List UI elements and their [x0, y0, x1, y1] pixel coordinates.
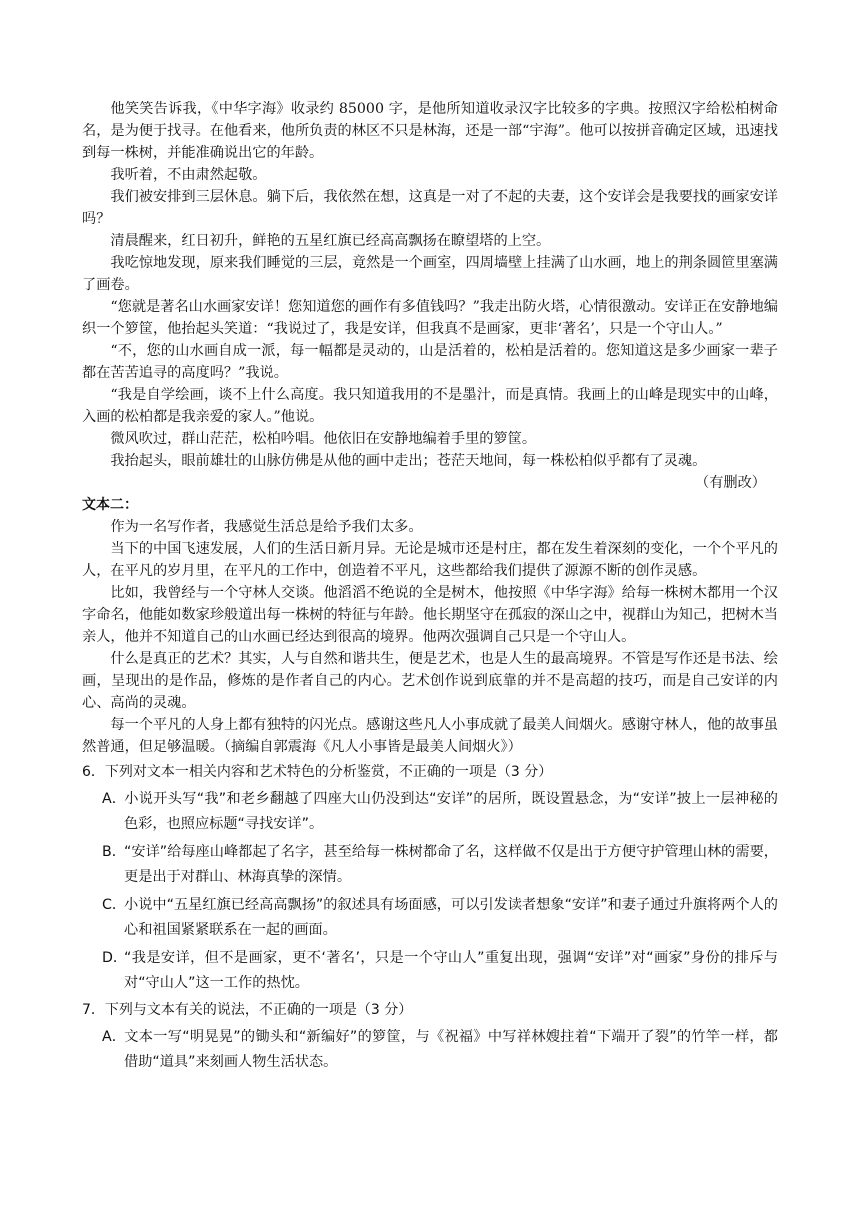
question-7-option-a[interactable] — [82, 1025, 778, 1075]
option-text: 小说开头写“我”和老乡翻越了四座大山仍没到达“安详”的居所，既设置悬念，为“安详”披上一层神秘的色彩，也照应标题“寻找安详”。 — [124, 791, 778, 832]
text-one-paragraph: 他笑笑告诉我，《中华字海》收录约 85000 字，是他所知道收录汉字比较多的字典。按照汉字给松柏树命名，是为便于找寻。在他看来，他所负责的林区不只是林海，还是一部“宇海”。他可以按拼音确定区域，迅速找到每一株树，并能准确说出它的年龄。 — [82, 101, 778, 161]
text-one-paragraph: 清晨醒来，红日初升，鲜艳的五星红旗已经高高飘扬在瞭望塔的上空。 — [110, 233, 551, 249]
question-7-stem: 7．下列与文本有关的说法，不正确的一项是（3 分） — [82, 1002, 413, 1018]
text-one-paragraph: “我是自学绘画，谈不上什么高度。我只知道我用的不是墨汁，而是真情。我画上的山峰是现实中的山峰，入画的松柏都是我亲爱的家人。”他说。 — [82, 387, 778, 425]
text-one-paragraph: 微风吹过，群山茫茫，松柏吟唱。他依旧在安静地编着手里的箩筐。 — [110, 431, 537, 447]
option-text: “我是安详，但不是画家，更不‘著名’，只是一个守山人”重复出现，强调“安详”对“画家”身份的排斥与对“守山人”这一工作的热忱。 — [124, 950, 778, 991]
text-one-paragraph: 我吃惊地发现，原来我们睡觉的三层，竟然是一个画室，四周墙壁上挂满了山水画，地上的荆条圆笸里塞满了画卷。 — [82, 255, 778, 293]
text-two — [82, 494, 778, 758]
text-two-paragraph: 每一个平凡的人身上都有独特的闪光点。感谢这些凡人小事成就了最美人间烟火。感谢守林人，他的故事虽然普通，但足够温暖。（摘编自郭震海《凡人小事皆是最美人间烟火》） — [82, 717, 778, 755]
question-7 — [82, 998, 778, 1075]
option-letter: C． — [102, 897, 127, 913]
option-text: 小说中“五星红旗已经高高飘扬”的叙述具有场面感，可以引发读者想象“安详”和妻子通过升旗将两个人的心和祖国紧紧联系在一起的画面。 — [124, 897, 778, 938]
text-one-paragraph: 我抬起头，眼前雄壮的山脉仿佛是从他的画中走出；苍茫天地间，每一株松柏似乎都有了灵魂。 — [110, 453, 707, 469]
option-letter: A． — [102, 1029, 126, 1045]
question-6-option-a[interactable] — [82, 787, 778, 837]
question-6-option-b[interactable] — [82, 840, 778, 890]
option-text: 文本一写“明晃晃”的锄头和“新编好”的箩筐，与《祝福》中写祥林嫂拄着“下端开了裂”的竹竿一样，都借助“道具”来刻画人物生活状态。 — [124, 1029, 778, 1070]
text-one-paragraph: 我听着，不由肃然起敬。 — [110, 167, 267, 183]
question-6-stem: 6．下列对文本一相关内容和艺术特色的分析鉴赏，不正确的一项是（3 分） — [82, 764, 553, 780]
option-letter: A． — [102, 791, 126, 807]
text-one-paragraph: 我们被安排到三层休息。躺下后，我依然在想，这真是一对了不起的夫妻，这个安详会是我要找的画家安详吗？ — [82, 189, 778, 227]
text-two-paragraph: 比如，我曾经与一个守林人交谈。他滔滔不绝说的全是树木，他按照《中华字海》给每一株树木都用一个汉字命名，他能如数家珍般道出每一株树的特征与年龄。他长期坚守在孤寂的深山之中，视群山为知己，把树木当亲人，他并不知道自己的山水画已经达到很高的境界。他两次强调自己只是一个守山人。 — [82, 585, 778, 645]
text-two-paragraph: 什么是真正的艺术？其实，人与自然和谐共生，便是艺术，也是人生的最高境界。不管是写作还是书法、绘画，呈现出的是作品，修炼的是作者自己的内心。艺术创作说到底靠的并不是高超的技巧，而是自己安详的内心、高尚的灵魂。 — [82, 651, 778, 711]
option-letter: D． — [102, 950, 128, 966]
text-one-note: （有删改） — [695, 475, 766, 491]
text-one-paragraph: “您就是著名山水画家安详！您知道您的画作有多值钱吗？”我走出防火塔，心情很激动。安详正在安静地编织一个箩筐，他抬起头笑道：“我说过了，我是安详，但我真不是画家，更非‘著名’，只是一个守山人。” — [82, 299, 778, 337]
text-two-heading: 文本二： — [82, 497, 138, 513]
question-6-option-c[interactable] — [82, 893, 778, 943]
text-one — [82, 98, 778, 494]
text-two-paragraph: 当下的中国飞速发展，人们的生活日新月异。无论是城市还是村庄，都在发生着深刻的变化，一个个平凡的人，在平凡的岁月里，在平凡的工作中，创造着不平凡，这些都给我们提供了源源不断的创作灵感。 — [82, 541, 778, 579]
text-one-paragraph: “不，您的山水画自成一派，每一幅都是灵动的，山是活着的，松柏是活着的。您知道这是多少画家一辈子都在苦苦追寻的高度吗？”我说。 — [82, 343, 778, 381]
option-text: “安详”给每座山峰都起了名字，甚至给每一株树都命了名，这样做不仅是出于方便守护管理山林的需要，更是出于对群山、林海真挚的深情。 — [124, 844, 778, 885]
text-two-paragraph: 作为一名写作者，我感觉生活总是给予我们太多。 — [110, 519, 423, 535]
option-letter: B． — [102, 844, 126, 860]
question-6 — [82, 760, 778, 996]
question-6-option-d[interactable] — [82, 946, 778, 996]
